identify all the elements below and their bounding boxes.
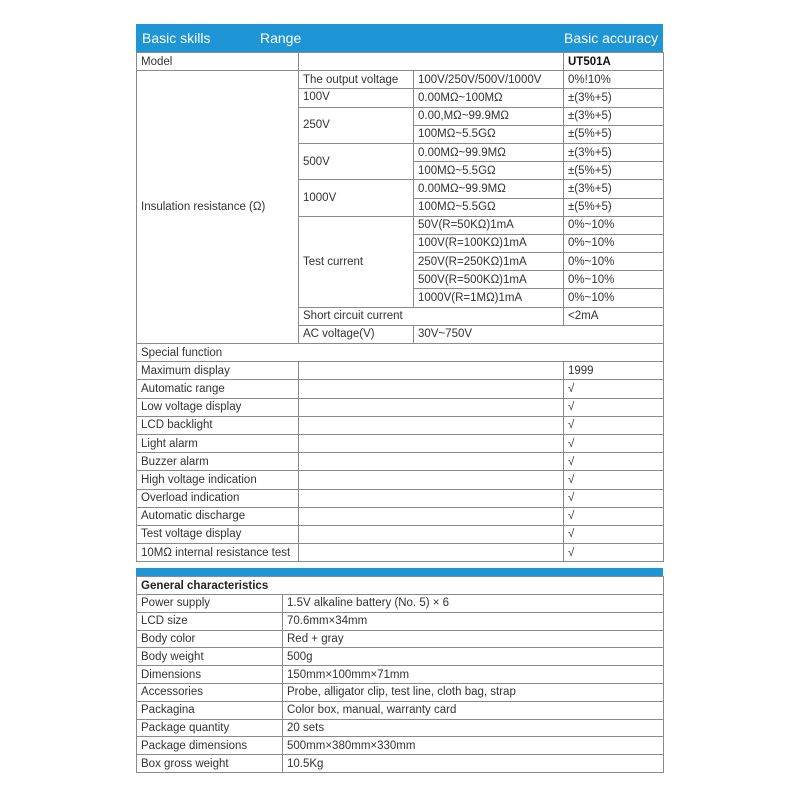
v250-range2: 100MΩ~5.5GΩ [414, 125, 564, 143]
v1000-range1: 0.00MΩ~99.9MΩ [414, 180, 564, 198]
feature-value: √ [564, 471, 664, 489]
feature-label: LCD backlight [137, 416, 299, 434]
feature-value: √ [564, 525, 664, 543]
table-row [137, 453, 664, 471]
table-row [137, 719, 664, 737]
feature-empty [299, 453, 564, 471]
general-table [136, 576, 664, 773]
table-row [137, 434, 664, 452]
v500-range1: 0.00MΩ~99.9MΩ [414, 143, 564, 161]
header-range: Range [260, 30, 302, 46]
feature-value: √ [564, 434, 664, 452]
table-row [137, 577, 664, 595]
insulation-label: Insulation resistance (Ω) [137, 71, 299, 344]
general-value: 500mm×380mm×330mm [283, 737, 664, 755]
feature-empty [299, 471, 564, 489]
v1000-acc1: ±(3%+5) [564, 180, 664, 198]
table-row [137, 595, 664, 613]
table-row [137, 416, 664, 434]
feature-value: √ [564, 544, 664, 562]
output-voltage-accuracy: 0%!10% [564, 71, 664, 89]
table-row [137, 398, 664, 416]
table-row [137, 612, 664, 630]
feature-value: √ [564, 398, 664, 416]
feature-empty [299, 507, 564, 525]
model-label: Model [137, 53, 299, 71]
table-row [137, 53, 664, 71]
general-label: Power supply [137, 595, 283, 613]
feature-empty [299, 416, 564, 434]
model-value: UT501A [564, 53, 664, 71]
spec-table [136, 52, 664, 562]
table-row [137, 755, 664, 773]
general-label: Package quantity [137, 719, 283, 737]
test-current-accuracy: 0%~10% [564, 289, 664, 307]
feature-value: 1999 [564, 362, 664, 380]
v500-label: 500V [299, 143, 414, 179]
general-label: Accessories [137, 684, 283, 702]
v250-acc2: ±(5%+5) [564, 125, 664, 143]
table-row [137, 648, 664, 666]
feature-label: Overload indication [137, 489, 299, 507]
general-label: Body weight [137, 648, 283, 666]
table-row [137, 684, 664, 702]
v250-label: 250V [299, 107, 414, 143]
v500-acc2: ±(5%+5) [564, 162, 664, 180]
general-value: 20 sets [283, 719, 664, 737]
feature-empty [299, 398, 564, 416]
test-current-range: 1000V(R=1MΩ)1mA [414, 289, 564, 307]
feature-value: √ [564, 489, 664, 507]
feature-empty [299, 489, 564, 507]
table-row [137, 507, 664, 525]
general-value: 70.6mm×34mm [283, 612, 664, 630]
test-current-label: Test current [299, 216, 414, 307]
general-label: Packagina [137, 701, 283, 719]
feature-empty [299, 544, 564, 562]
output-voltage-range: 100V/250V/500V/1000V [414, 71, 564, 89]
v500-range2: 100MΩ~5.5GΩ [414, 162, 564, 180]
spec-sheet [136, 24, 663, 773]
table-row [137, 380, 664, 398]
test-current-accuracy: 0%~10% [564, 234, 664, 252]
table-row [137, 71, 664, 89]
table-row [137, 344, 664, 362]
feature-value: √ [564, 453, 664, 471]
ac-voltage-label: AC voltage(V) [299, 325, 414, 343]
v1000-range2: 100MΩ~5.5GΩ [414, 198, 564, 216]
table-row [137, 525, 664, 543]
general-value: 500g [283, 648, 664, 666]
test-current-accuracy: 0%~10% [564, 216, 664, 234]
spec-header-bar [136, 24, 663, 52]
table-row [137, 666, 664, 684]
header-basic-skills: Basic skills [142, 30, 211, 46]
feature-label: Light alarm [137, 434, 299, 452]
feature-label: Test voltage display [137, 525, 299, 543]
test-current-accuracy: 0%~10% [564, 271, 664, 289]
general-label: Package dimensions [137, 737, 283, 755]
ac-voltage-range: 30V~750V [414, 325, 664, 343]
v250-acc1: ±(3%+5) [564, 107, 664, 125]
general-label: Box gross weight [137, 755, 283, 773]
test-current-range: 250V(R=250KΩ)1mA [414, 253, 564, 271]
feature-empty [299, 362, 564, 380]
v100-range: 0.00MΩ~100MΩ [414, 89, 564, 107]
model-empty [299, 53, 564, 71]
table-row [137, 489, 664, 507]
feature-label: Automatic range [137, 380, 299, 398]
feature-value: √ [564, 380, 664, 398]
general-value: Probe, alligator clip, test line, cloth bag, strap [283, 684, 664, 702]
v1000-label: 1000V [299, 180, 414, 216]
table-row [137, 630, 664, 648]
general-value: Red + gray [283, 630, 664, 648]
v1000-acc2: ±(5%+5) [564, 198, 664, 216]
feature-value: √ [564, 507, 664, 525]
test-current-accuracy: 0%~10% [564, 253, 664, 271]
general-label: LCD size [137, 612, 283, 630]
feature-label: Automatic discharge [137, 507, 299, 525]
feature-value: √ [564, 416, 664, 434]
v100-accuracy: ±(3%+5) [564, 89, 664, 107]
test-current-range: 100V(R=100KΩ)1mA [414, 234, 564, 252]
short-circuit-label: Short circuit current [299, 307, 564, 325]
table-row [137, 737, 664, 755]
v250-range1: 0.00,MΩ~99.9MΩ [414, 107, 564, 125]
feature-label: 10MΩ internal resistance test [137, 544, 299, 562]
v500-acc1: ±(3%+5) [564, 143, 664, 161]
feature-empty [299, 380, 564, 398]
feature-label: Low voltage display [137, 398, 299, 416]
feature-empty [299, 434, 564, 452]
general-value: 1.5V alkaline battery (No. 5) × 6 [283, 595, 664, 613]
output-voltage-label: The output voltage [299, 71, 414, 89]
special-function-label: Special function [137, 344, 664, 362]
general-label: Dimensions [137, 666, 283, 684]
table-row [137, 362, 664, 380]
general-title: General characteristics [137, 577, 664, 595]
table-row [137, 544, 664, 562]
general-label: Body color [137, 630, 283, 648]
short-circuit-accuracy: <2mA [564, 307, 664, 325]
feature-label: Buzzer alarm [137, 453, 299, 471]
test-current-range: 50V(R=50KΩ)1mA [414, 216, 564, 234]
table-row [137, 471, 664, 489]
feature-empty [299, 525, 564, 543]
table-row [137, 701, 664, 719]
general-value: Color box, manual, warranty card [283, 701, 664, 719]
feature-label: Maximum display [137, 362, 299, 380]
general-value: 150mm×100mm×71mm [283, 666, 664, 684]
section-divider [136, 568, 663, 576]
feature-label: High voltage indication [137, 471, 299, 489]
v100-label: 100V [299, 89, 414, 107]
general-value: 10.5Kg [283, 755, 664, 773]
header-basic-accuracy: Basic accuracy [564, 30, 659, 46]
test-current-range: 500V(R=500KΩ)1mA [414, 271, 564, 289]
